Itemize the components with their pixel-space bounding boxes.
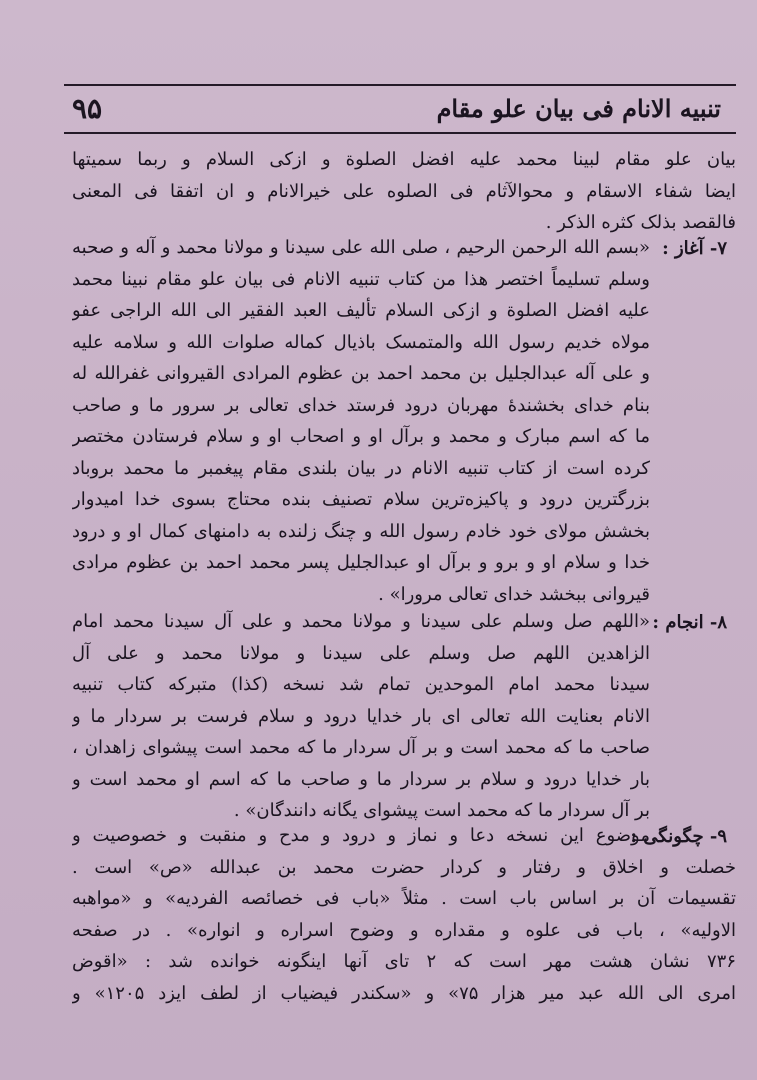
text-line: امری الی الله عبد میر هزار ۷۵» و «سکندر فیضیاب از لطف ایزد ۱۲۰۵» و bbox=[72, 982, 736, 1004]
text-line: بزرگترین درود و پاکیزه‌ترین سلام تصنیف بنده محتاج بسوی خدا امیدوار bbox=[72, 489, 650, 510]
text-line: الزاهدین اللهم صل وسلم علی سیدنا و مولانا محمد و علی آل bbox=[72, 642, 650, 664]
text-line: بنام خدای بخشندهٔ مهربان درود فرستد خدای تعالی بر سرور ما و صاحب bbox=[72, 394, 650, 416]
text-line: ۷۳۶ نشان هشت مهر است که ۲ تای آنها اینگونه خوانده شد : «اقوض bbox=[72, 951, 736, 972]
text-line: سیدنا محمد امام الموحدین تمام شد نسخه (کذا) متبرکه کتاب تنبیه bbox=[72, 674, 650, 695]
section-anjam-text bbox=[72, 606, 650, 827]
section-chegunegi-text-cont bbox=[72, 852, 736, 1010]
text-line: ایضا شفاء الاسقام و محوالآثام فی الصلوه علی خیرالانام و ان اتفقا فی المعنی bbox=[72, 180, 736, 202]
text-line: الانام بعنایت الله تعالی ای بار خدایا درود و سلام فرست بر سردار ما و bbox=[72, 705, 650, 727]
section-label-aghaz: ۷- آغاز : bbox=[662, 238, 727, 259]
text-line: خدا و سلام او و برو و برآل او عبدالجلیل پسر محمد احمد بن عظوم مرادی bbox=[72, 552, 650, 573]
text-line: بخشش مولای خود خادم رسول الله و چنگ زلنده به دامنهای کمال او و درود bbox=[72, 520, 650, 542]
text-line: کرده است از کتاب تنبیه الانام در بیان بلندی مقام پیغمبر ما محمد بروباد bbox=[72, 457, 650, 479]
header-top-rule bbox=[64, 84, 736, 86]
section-label-chegunegi: ۹- چگونگی : bbox=[630, 826, 727, 847]
text-line: ما که اسم مبارک و محمد و برآل او و اصحاب او و سلام فرستادن مختصر bbox=[72, 426, 650, 447]
section-label-anjam: ۸- انجام : bbox=[652, 612, 727, 633]
text-line: الاولیه» ، باب فی علوه و مقداره و وضوح اسراره و انواره» . در صفحه bbox=[72, 919, 736, 941]
text-line: و علی آله عبدالجلیل بن محمد احمد بن عظوم المرادی القیروانی غفرالله له bbox=[72, 363, 650, 384]
section-chegunegi-text bbox=[72, 820, 650, 852]
text-line: علیه افضل الصلوة و ازکی السلام تألیف العبد الفقیر الی الله الراجی عفو bbox=[72, 300, 650, 321]
text-line: صاحب ما که محمد است و بر آل سردار ما که محمد است پیشوای زاهدان ، bbox=[72, 737, 650, 758]
header-bottom-rule bbox=[64, 132, 736, 134]
text-line: فالقصد بذلک کثره الذکر . bbox=[545, 212, 736, 233]
text-line: تقسیمات آن بر اساس باب است . مثلاً «باب فی خصائصه الفردیه» و «مواهبه bbox=[72, 888, 736, 909]
text-line: بر آل سردار ما که محمد است پیشوای یگانه دانندگان» . bbox=[233, 800, 650, 821]
text-line: «اللهم صل وسلم علی سیدنا و مولانا محمد و علی آل سیدنا محمد امام bbox=[72, 611, 650, 632]
running-title: تنبیه الانام فی بیان علو مقام bbox=[436, 94, 721, 123]
text-line: وسلم تسلیماً اختصر هذا من کتاب تنبیه الانام فی بیان علو مقام نبینا محمد bbox=[72, 268, 650, 290]
page-number: ۹۵ bbox=[72, 92, 103, 125]
text-line: مولاه خدیم رسول الله والمتمسک باذیال کماله صلوات الله و سلامه علیه bbox=[72, 331, 650, 353]
text-line: موضوع این نسخه دعا و نماز و درود و مدح و منقبت و خصوصیت و bbox=[72, 825, 650, 846]
text-line: بیان علو مقام لبینا محمد علیه افضل الصلوة و ازکی السلام و ربما سمیتها bbox=[72, 149, 736, 170]
intro-paragraph bbox=[72, 144, 736, 239]
text-line: خصلت و اخلاق و رفتار و کردار حضرت محمد بن عبدالله «ص» است . bbox=[72, 856, 736, 878]
section-aghaz-text bbox=[72, 232, 650, 610]
text-line: قیروانی ببخشد خدای تعالی مرورا» . bbox=[378, 583, 650, 605]
text-line: «بسم الله الرحمن الرحیم ، صلی الله علی سیدنا و مولانا محمد و آله و صحبه bbox=[72, 237, 650, 258]
text-line: بار خدایا درود و سلام بر سردار ما و صاحب ما که اسم او محمد است و bbox=[72, 768, 650, 790]
